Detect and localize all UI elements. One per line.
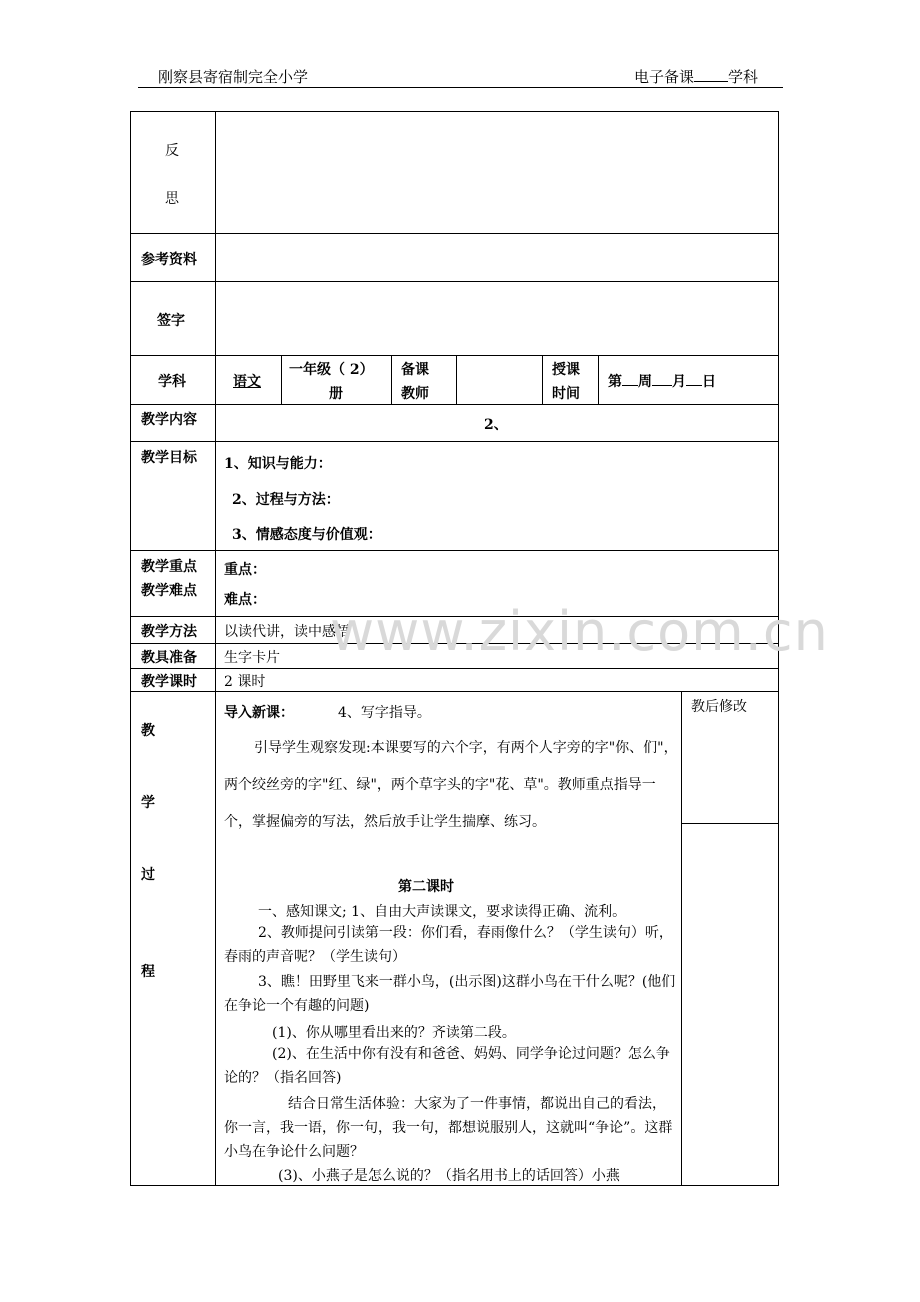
tools-value: 生字卡片 — [224, 650, 280, 666]
reflection-label-2: 思 — [165, 191, 179, 207]
subject-value: 语文 — [233, 374, 261, 390]
row-divider — [130, 441, 779, 442]
process-label-3: 过 — [141, 867, 155, 883]
revise-label: 教后修改 — [691, 699, 747, 715]
step-3-3: (3)、小燕子是怎么说的？（指名用书上的话回答）小燕 — [278, 1168, 620, 1184]
header-rule — [138, 87, 783, 88]
col-divider — [456, 355, 457, 404]
step-3-1: (1)、你从哪里看出来的？齐读第二段。 — [272, 1025, 516, 1041]
row-divider — [130, 355, 779, 356]
row-divider — [130, 404, 779, 405]
teach-time-label-2: 时间 — [552, 386, 580, 402]
goal-attitude: 3、情感态度与价值观： — [232, 527, 382, 543]
hours-label: 教学课时 — [141, 674, 197, 690]
reference-label: 参考资料 — [141, 252, 197, 268]
method-value: 以读代讲，读中感悟 — [224, 624, 350, 640]
revise-column-divider — [681, 691, 682, 1186]
process-label-4: 程 — [141, 964, 155, 980]
step-3-2: (2)、在生活中你有没有和爸爸、妈妈、同学争论过问题？怎么争论的？（指名回答) — [224, 1046, 670, 1086]
hours-value: 2 课时 — [224, 674, 266, 690]
watermark: www.zixin.com.cn — [330, 600, 829, 663]
date-field — [608, 371, 716, 391]
subject-blank — [694, 69, 728, 82]
row-divider — [130, 643, 779, 644]
process-label-2: 学 — [141, 795, 155, 811]
col-divider — [598, 355, 599, 404]
date-di: 第 — [608, 374, 622, 390]
prep-teacher-label-1: 备课 — [401, 362, 429, 378]
label-column-divider — [215, 111, 216, 1186]
date-ri: 日 — [702, 374, 716, 390]
step-1: 一、感知课文; 1、自由大声读课文，要求读得正确、流利。 — [258, 904, 627, 920]
goals-label: 教学目标 — [141, 450, 197, 466]
signature-label: 签字 — [157, 313, 185, 329]
difficulty-value: 难点： — [224, 592, 266, 608]
reflection-label-1: 反 — [165, 143, 179, 159]
prep-teacher-label-2: 教师 — [401, 386, 429, 402]
grade-value-2: 册 — [329, 386, 343, 402]
row-divider — [130, 281, 779, 282]
date-zhou: 周 — [638, 374, 652, 390]
difficulty-label: 教学难点 — [141, 583, 197, 599]
row-divider — [130, 668, 779, 669]
intro-line — [224, 702, 431, 722]
school-name: 刚察县寄宿制完全小学 — [158, 68, 309, 86]
course-prefix: 电子备课 — [634, 68, 695, 86]
row-divider — [130, 616, 779, 617]
col-divider — [281, 355, 282, 404]
subject-label: 学科 — [158, 374, 186, 390]
step-2: 2、教师提问引读第一段：你们看，春雨像什么？（学生读句）听，春雨的声音呢？（学生读句） — [224, 925, 673, 965]
process-label-1: 教 — [141, 723, 155, 739]
row-divider — [130, 550, 779, 551]
teach-time-label-1: 授课 — [552, 362, 580, 378]
date-yue: 月 — [672, 374, 686, 390]
col-divider — [391, 355, 392, 404]
grade-value-1: 一年级（ 2） — [289, 362, 374, 378]
keypoint-label: 教学重点 — [141, 559, 197, 575]
life-experience: 结合日常生活体验：大家为了一件事情，都说出自己的看法，你一言，我一语，你一句，我一句，都想说服别人，这就叫“争论”。这群小鸟在争论什么问题？ — [224, 1096, 673, 1160]
intro-label: 导入新课： — [224, 705, 294, 721]
content-value: 2、 — [484, 417, 508, 433]
content-label: 教学内容 — [141, 412, 197, 428]
course-header — [634, 66, 758, 87]
goal-knowledge: 1、知识与能力： — [224, 456, 332, 472]
keypoint-value: 重点： — [224, 562, 266, 578]
step-3: 3、瞧！田野里飞来一群小鸟，(出示图)这群小鸟在干什么呢？(他们在争论一个有趣的问题) — [224, 974, 676, 1014]
method-label: 教学方法 — [141, 624, 197, 640]
tools-label: 教具准备 — [141, 650, 197, 666]
lesson-two-heading: 第二课时 — [398, 879, 454, 895]
day-blank — [686, 373, 702, 386]
row-divider — [130, 233, 779, 234]
intro-paragraph: 引导学生观察发现:本课要写的六个字，有两个人字旁的字"你、们"，两个绞丝旁的字"红、绿"，两个草字头的字"花、草"。教师重点指导一个，掌握偏旁的写法，然后放手让学生揣摩、练习。 — [224, 740, 678, 830]
week-blank — [622, 373, 638, 386]
revise-divider — [681, 823, 779, 824]
intro-step: 4、写字指导。 — [338, 705, 431, 721]
course-suffix: 学科 — [728, 68, 759, 86]
col-divider — [542, 355, 543, 404]
month-blank — [652, 373, 672, 386]
goal-process: 2、过程与方法： — [232, 492, 340, 508]
